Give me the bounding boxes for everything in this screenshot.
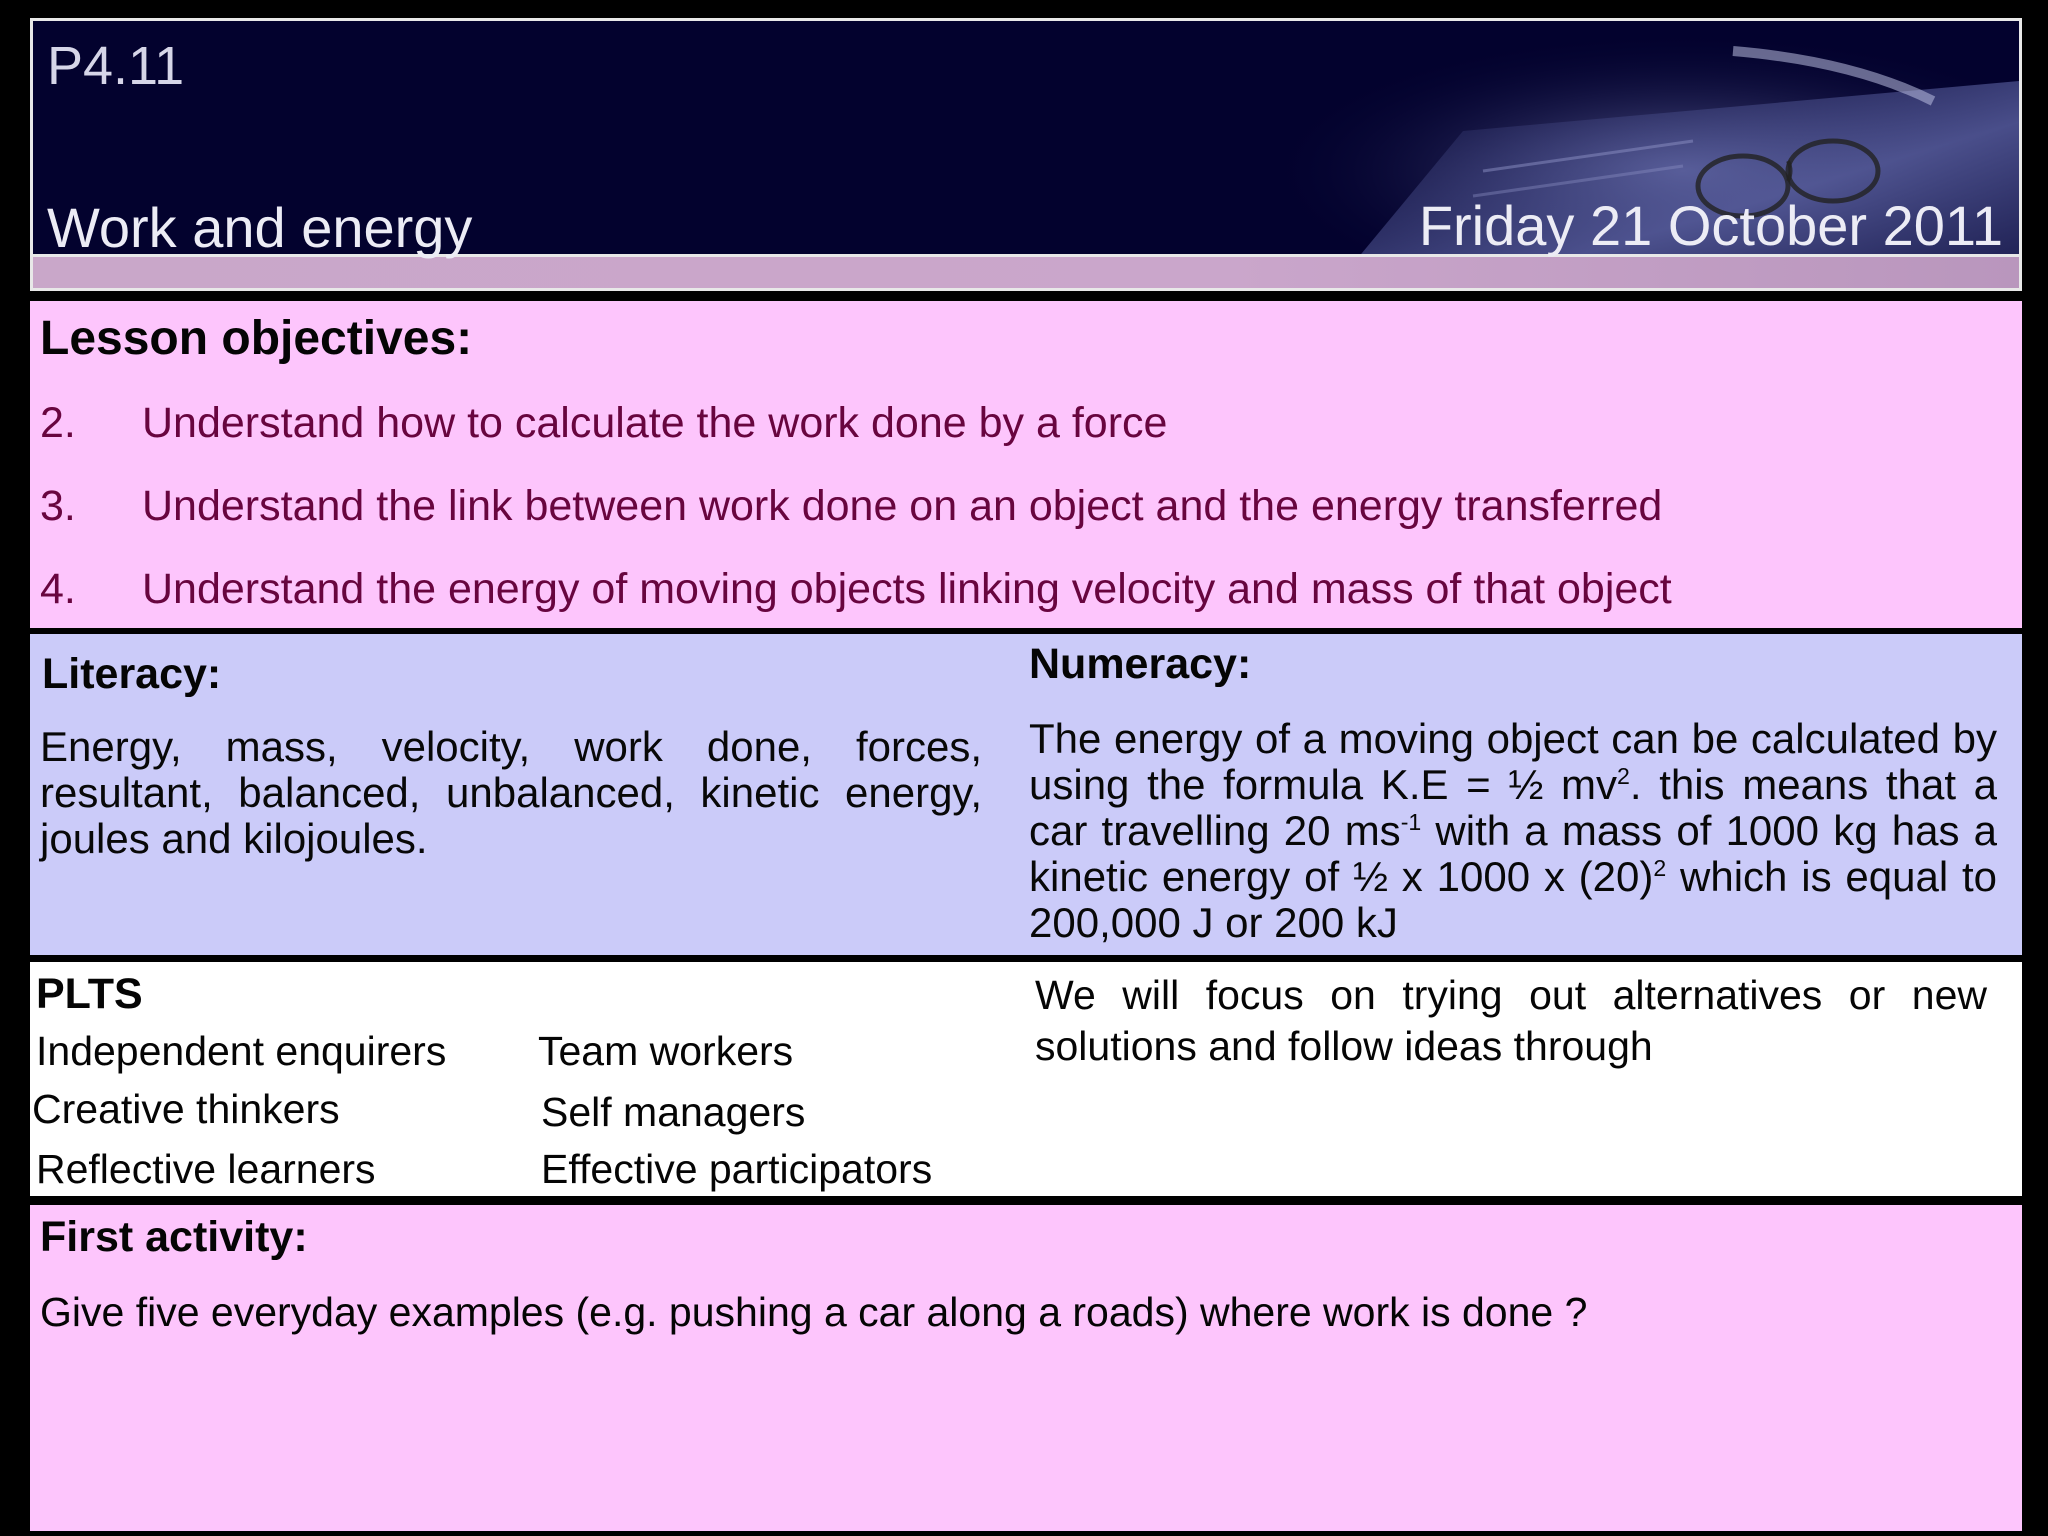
activity-panel xyxy=(30,1205,2022,1531)
plts-heading: PLTS xyxy=(36,970,143,1018)
objective-item xyxy=(40,482,1662,531)
lesson-code: P4.11 xyxy=(47,36,185,96)
numeracy-heading: Numeracy: xyxy=(1029,640,1252,688)
objective-text: Understand how to calculate the work done by a force xyxy=(142,399,1168,447)
objective-item xyxy=(40,565,1672,614)
activity-heading: First activity: xyxy=(40,1213,308,1261)
plts-item: Creative thinkers xyxy=(32,1086,340,1132)
objective-number: 2. xyxy=(40,399,76,447)
plts-item: Reflective learners xyxy=(36,1146,376,1192)
plts-item: Independent enquirers xyxy=(36,1028,447,1074)
plts-item: Self managers xyxy=(541,1089,806,1135)
objectives-panel xyxy=(30,301,2022,628)
plts-item: Team workers xyxy=(538,1028,794,1074)
plts-panel xyxy=(30,962,2022,1196)
objective-text: Understand the energy of moving objects linking velocity and mass of that object xyxy=(142,565,1672,613)
objectives-heading: Lesson objectives: xyxy=(40,312,473,365)
objective-number: 4. xyxy=(40,565,76,613)
objective-number: 3. xyxy=(40,482,76,530)
numeracy-text: The energy of a moving object can be calculated by using the formula K.E = ½ $mv^2$. this means that a car travelling 20 $ms^{-1}$ with a mass of 1000 kg has a kinetic energy of ½ x 1000 x $(20)^2$ which is equal to 200,000 J or 200 kJ xyxy=(1029,715,1998,946)
lesson-date: Friday 21 October 2011 xyxy=(1418,194,2003,257)
activity-text: Give five everyday examples (e.g. pushing a car along a roads) where work is done ? xyxy=(40,1289,1588,1335)
slide-header xyxy=(30,18,2022,291)
literacy-text: Energy, mass, velocity, work done, forces, resultant, balanced, unbalanced, kinetic energy, joules and kilojoules. xyxy=(40,723,982,862)
lesson-title: Work and energy xyxy=(47,196,473,259)
objective-text: Understand the link between work done on an object and the energy transferred xyxy=(142,482,1663,530)
plts-item: Effective participators xyxy=(541,1146,933,1192)
plts-focus-text: We will focus on trying out alternatives or new solutions and follow ideas through xyxy=(1035,972,1987,1069)
literacy-heading: Literacy: xyxy=(42,650,222,698)
literacy-numeracy-panel xyxy=(30,634,2022,955)
objective-item xyxy=(40,399,1167,448)
